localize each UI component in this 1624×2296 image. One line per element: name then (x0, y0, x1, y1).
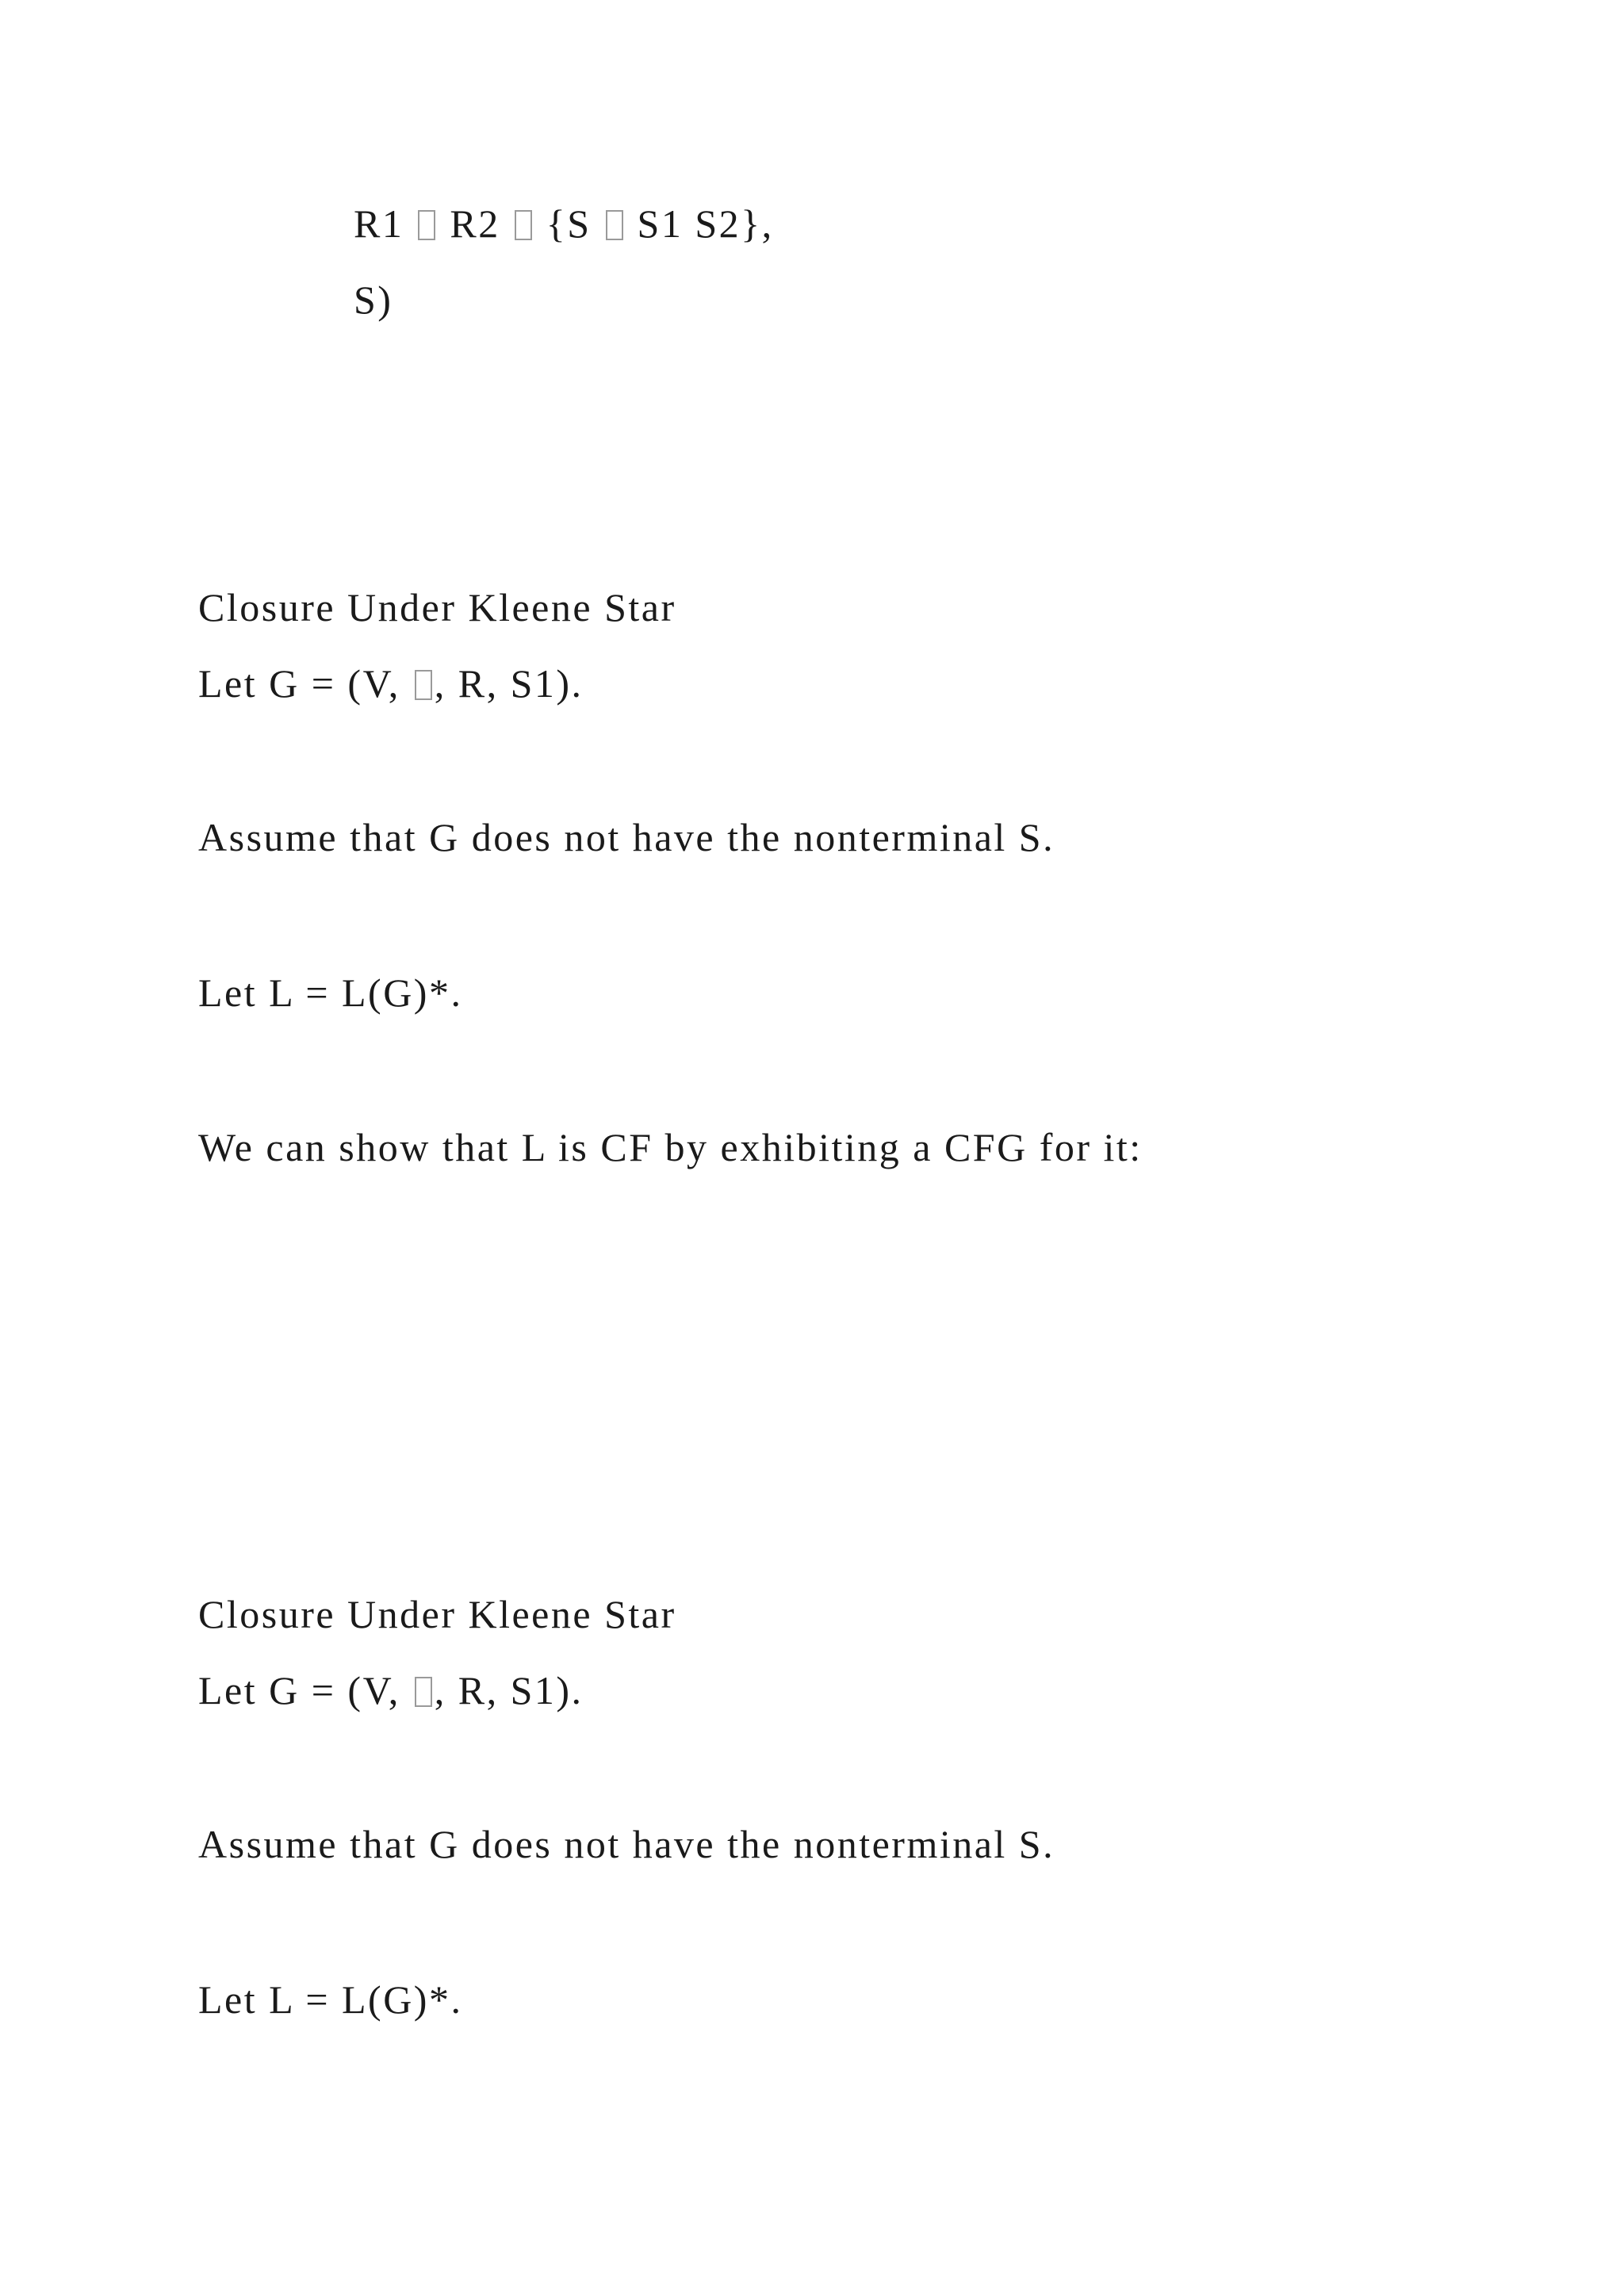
missing-glyph-icon (415, 670, 432, 700)
let-l-line: Let L = L(G)*. (198, 970, 463, 1015)
section-heading: Closure Under Kleene Star (198, 1592, 676, 1636)
let-g-line (198, 660, 584, 707)
let-g-after: , R, S1). (434, 661, 584, 706)
assume-line: Assume that G does not have the nonterminal S. (198, 815, 1055, 859)
rules-new-rule-rhs: S1 S2}, (637, 201, 774, 246)
missing-glyph-icon (418, 210, 435, 240)
show-cfg-line: We can show that L is CF by exhibiting a CFG for it: (198, 1125, 1143, 1169)
start-symbol-line: S) (354, 277, 393, 322)
assume-line: Assume that G does not have the nonterminal S. (198, 1822, 1055, 1866)
let-g-line (198, 1667, 584, 1714)
missing-glyph-icon (415, 1677, 432, 1707)
let-l-line: Let L = L(G)*. (198, 1977, 463, 2022)
let-g-after: , R, S1). (434, 1668, 584, 1712)
missing-glyph-icon (606, 210, 623, 240)
section-heading: Closure Under Kleene Star (198, 585, 676, 629)
let-g-before: Let G = (V, (198, 661, 400, 706)
rules-r1: R1 (354, 201, 404, 246)
let-g-before: Let G = (V, (198, 1668, 400, 1712)
rules-r2: R2 (450, 201, 500, 246)
rules-new-rule-lhs: {S (546, 201, 592, 246)
missing-glyph-icon (515, 210, 532, 240)
rules-union-line (354, 200, 774, 247)
